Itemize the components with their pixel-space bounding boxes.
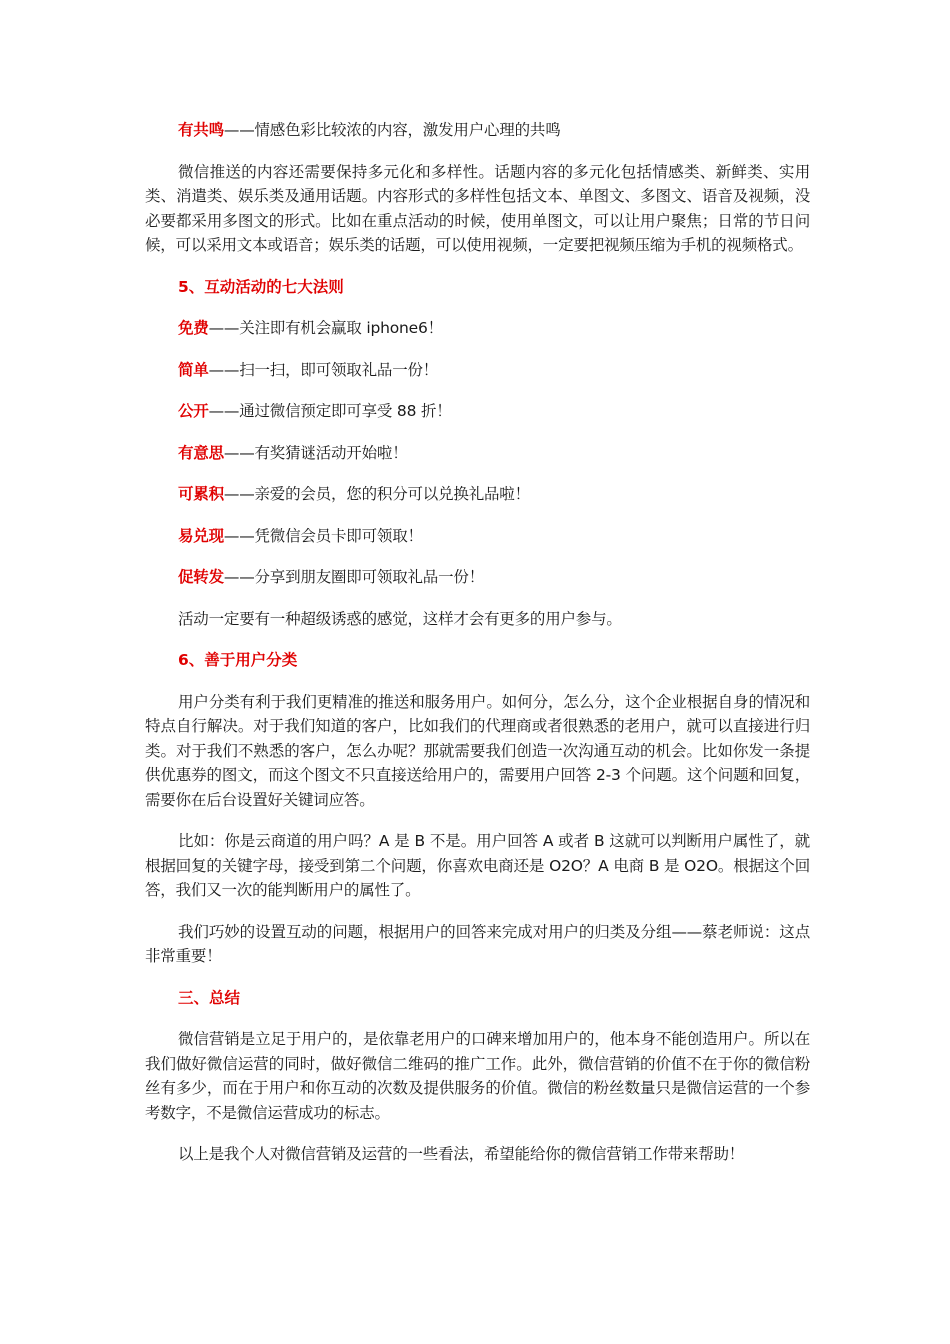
rule-text: ——分享到朋友圈即可领取礼品一份！ [223, 568, 485, 586]
paragraph-summary-2: 以上是我个人对微信营销及运营的一些看法，希望能给你的微信营销工作带来帮助！ [178, 1145, 745, 1163]
paragraph-activity: 活动一定要有一种超级诱惑的感觉，这样才会有更多的用户参与。 [178, 609, 622, 628]
rule-item [145, 399, 810, 424]
item-key: 有共鸣 [178, 121, 224, 139]
paragraph-summary-1: 微信营销是立足于用户的，是依靠老用户的口碑来增加用户的，他本身不能创造用户。所以在我们做好微信运营的同时，做好微信二维码的推广工作。此外，微信营销的价值不在于你的微信粉丝有多少，而在于用户和你互动的次数及提供服务的价值。微信的粉丝数量只是微信运营的一个参考数字，不是微信运营成功的标志。 [145, 1030, 810, 1122]
paragraph-classify-3: 我们巧妙的设置互动的问题，根据用户的回答来完成对用户的归类及分组——蔡老师说：这点非常重要！ [145, 922, 810, 965]
rule-key: 可累积 [178, 485, 224, 503]
rule-item [145, 316, 810, 341]
paragraph-classify-1: 用户分类有利于我们更精准的推送和服务用户。如何分，怎么分，这个企业根据自身的情况和特点自行解决。对于我们知道的客户，比如我们的代理商或者很熟悉的老用户，就可以直接进行归类。对于我们不熟悉的客户，怎么办呢？那就需要我们创造一次沟通互动的机会。比如你发一条提供优惠券的图文，而这个图文不只直接送给用户的，需要用户回答 2-3 个问题。这个问题和回复，需要你在后台设置好关键词应答。 [145, 692, 810, 809]
section-heading-summary: 三、总结 [178, 988, 241, 1007]
rule-item [145, 482, 810, 507]
document-page [145, 118, 810, 1184]
rule-item [145, 565, 810, 590]
rule-text: ——扫一扫，即可领取礼品一份！ [208, 360, 439, 379]
rule-text: ——关注即有机会赢取 iphone6！ [208, 319, 443, 337]
rule-item [145, 441, 810, 466]
paragraph-classify-2: 比如：你是云商道的用户吗？A 是 B 不是。用户回答 A 或者 B 这就可以判断用户属性了，就根据回复的关键字母，接受到第二个问题，你喜欢电商还是 O2O？A 电商 B 是 O2O。根据这个回答，我们又一次的能判断用户的属性了。 [145, 832, 810, 899]
section-heading-5: 5、互动活动的七大法则 [178, 277, 344, 296]
rule-key: 免费 [178, 319, 209, 337]
rule-key: 公开 [178, 402, 209, 420]
rule-item [145, 524, 810, 549]
rule-key: 简单 [178, 360, 209, 379]
intro-item [145, 118, 810, 143]
rule-text: ——亲爱的会员，您的积分可以兑换礼品啦！ [223, 485, 530, 503]
section-heading-6: 6、善于用户分类 [178, 651, 298, 669]
rule-text: ——有奖猜谜活动开始啦！ [223, 443, 408, 462]
rule-key: 促转发 [178, 568, 224, 586]
rule-text: ——通过微信预定即可享受 88 折！ [208, 402, 452, 420]
rule-key: 易兑现 [178, 526, 224, 545]
rule-key: 有意思 [178, 443, 224, 462]
item-text: ——情感色彩比较浓的内容，激发用户心理的共鸣 [223, 121, 561, 139]
paragraph-content-diversity: 微信推送的内容还需要保持多元化和多样性。话题内容的多元化包括情感类、新鲜类、实用类、消遣类、娱乐类及通用话题。内容形式的多样性包括文本、单图文、多图文、语音及视频，没必要都采用多图文的形式。比如在重点活动的时候，使用单图文，可以让用户聚焦；日常的节日问候，可以采用文本或语音；娱乐类的话题，可以使用视频，一定要把视频压缩为手机的视频格式。 [145, 162, 810, 254]
rule-text: ——凭微信会员卡即可领取！ [223, 526, 423, 545]
rule-item [145, 358, 810, 383]
